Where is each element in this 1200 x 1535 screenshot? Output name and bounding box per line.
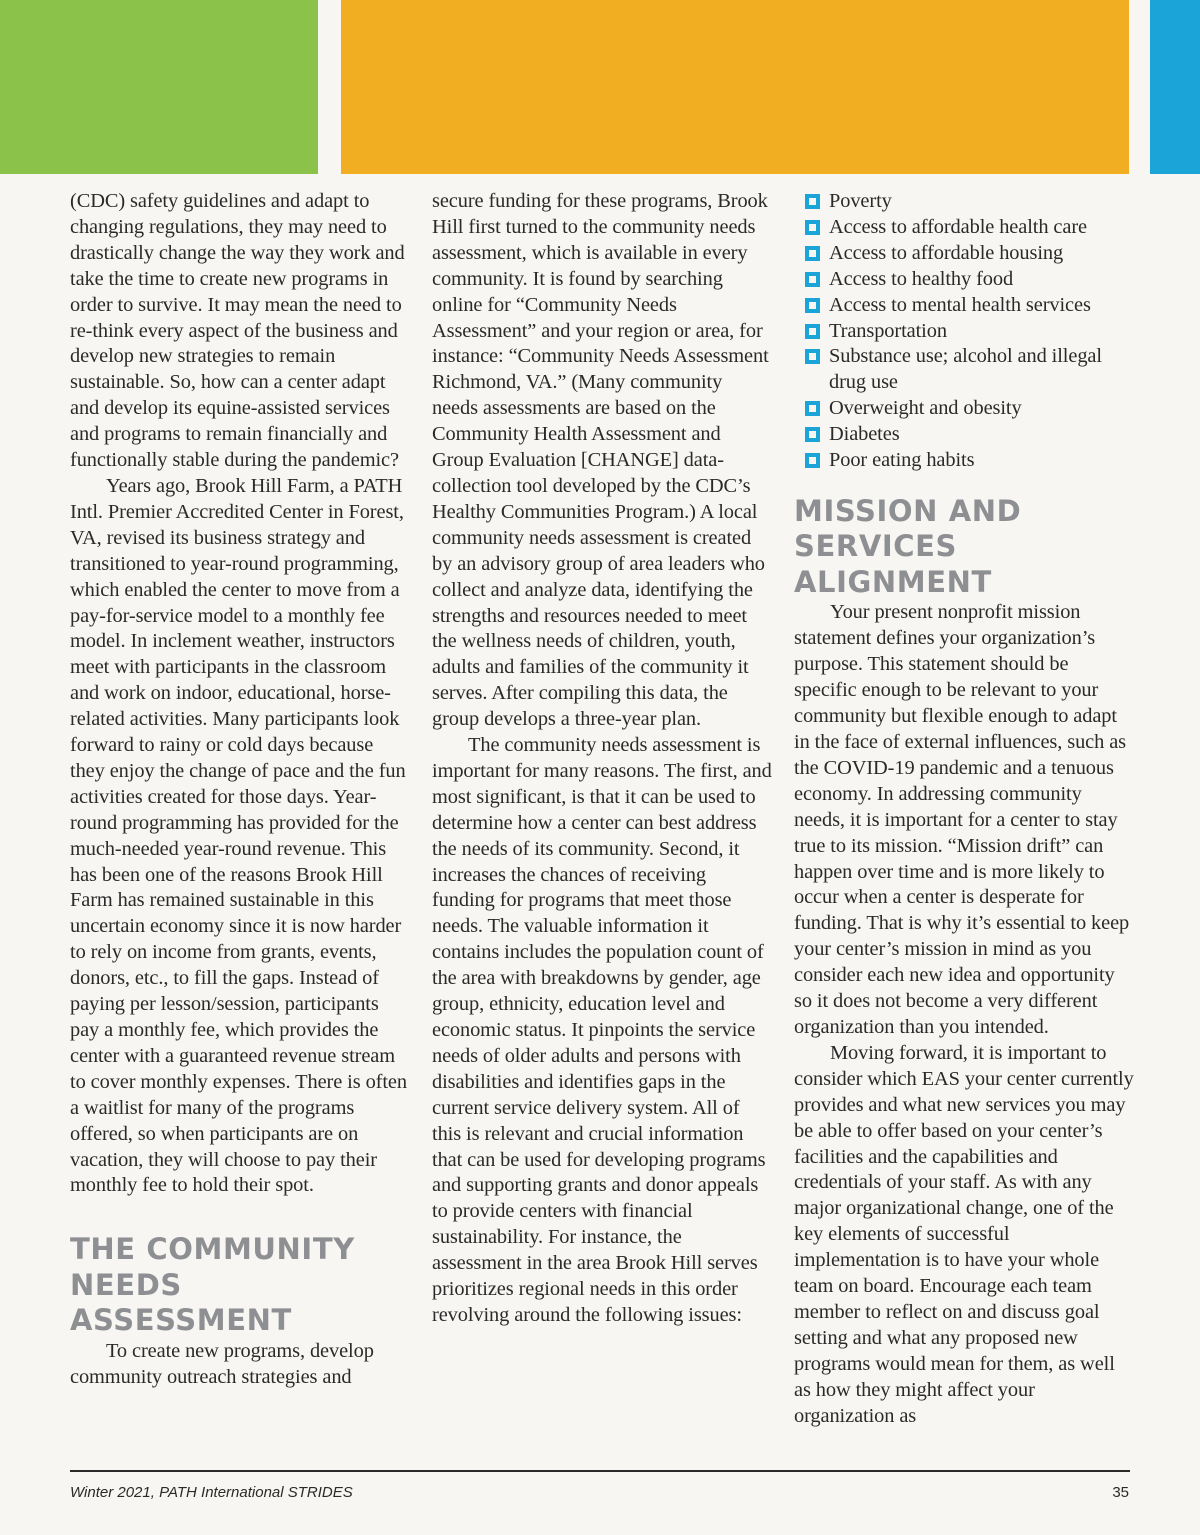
header-band-blue: [1150, 0, 1200, 174]
list-item-text: Access to affordable housing: [829, 241, 1064, 264]
list-item: [794, 344, 1134, 396]
list-item: [794, 396, 1134, 422]
list-item: [794, 215, 1134, 241]
square-bullet-icon: [805, 220, 820, 235]
article-column-2: [432, 189, 772, 1329]
square-bullet-icon: [805, 246, 820, 261]
article-column-3: [794, 189, 1134, 1429]
paragraph: Your present nonprofit mission statement defines your organization’s purpose. This statement should be specific enough to be relevant to your community but flexible enough to adapt in the face of external influences, such as the COVID-19 pandemic and a tenuous economy. In addressing community needs, it is important for a center to stay true to its mission. “Mission drift” can happen over time and is more likely to occur when a center is desperate for funding. That is why it’s essential to keep your center’s mission in mind as you consider each new idea and opportunity so it does not become a very different organization than you intended.: [794, 601, 1130, 1038]
paragraph: The community needs assessment is important for many reasons. The first, and most significant, is that it can be used to determine how a center can best address the needs of its community. Second, it increases the chances of receiving funding for programs that meet those needs. The valuable information it contains includes the population count of the area with breakdowns by gender, age group, ethnicity, education level and economic status. It pinpoints the service needs of older adults and persons with disabilities and identifies gaps in the current service delivery system. All of this is relevant and crucial information that can be used for developing programs and supporting grants and donor appeals to provide centers with financial sustainability. For instance, the assessment in the area Brook Hill serves prioritizes regional needs in this order revolving around the following issues:: [432, 734, 772, 1326]
page-number: 35: [1112, 1484, 1129, 1501]
list-item-text: Transportation: [829, 319, 947, 342]
list-item-text: Access to healthy food: [829, 267, 1014, 290]
paragraph: Years ago, Brook Hill Farm, a PATH Intl. Premier Accredited Center in Forest, VA, revised its business strategy and transitioned to year-round programming, which enabled the center to move from a pay-for-service model to a monthly fee model. In inclement weather, instructors meet with participants in the classroom and work on indoor, educational, horse-related activities. Many participants look forward to rainy or cold days because they enjoy the change of pace and the fun activities created for those days. Year-round programming has provided for the much-needed year-round revenue. This has been one of the reasons Brook Hill Farm has remained sustainable in this uncertain economy since it is now harder to rely on income from grants, events, donors, etc., to fill the gaps. Instead of paying per lesson/session, participants pay a monthly fee, which provides the center with a guaranteed revenue stream to cover monthly expenses. There is often a waitlist for many of the programs offered, so when participants are on vacation, they will choose to pay their monthly fee to hold their spot.: [70, 474, 407, 1197]
list-item: [794, 319, 1134, 345]
article-column-1: [70, 189, 410, 1391]
issues-list: [794, 189, 1134, 474]
header-band-green: [0, 0, 318, 174]
square-bullet-icon: [805, 324, 820, 339]
list-item: [794, 293, 1134, 319]
section-heading-mission-alignment: MISSION AND SERVICES ALIGNMENT: [794, 493, 1022, 599]
list-item-text: Access to affordable health care: [829, 215, 1087, 238]
list-item-text: Poverty: [829, 190, 892, 212]
square-bullet-icon: [805, 272, 820, 287]
list-item-text: Diabetes: [829, 423, 900, 446]
list-item-text: Substance use; alcohol and illegal drug use: [829, 345, 1102, 394]
list-item: [794, 267, 1134, 293]
list-item: [794, 422, 1134, 448]
square-bullet-icon: [805, 401, 820, 416]
paragraph: (CDC) safety guidelines and adapt to changing regulations, they may need to drastically change the way they work and take the time to create new programs in order to survive. It may mean the need to re-think every aspect of the business and develop new strategies to remain sustainable. So, how can a center adapt and develop its equine-assisted services and programs to remain financially and functionally stable during the pandemic?: [70, 190, 405, 472]
list-item-text: Access to mental health services: [829, 293, 1091, 316]
list-item-text: Overweight and obesity: [829, 397, 1022, 420]
section-heading-community-needs: THE COMMUNITY NEEDS ASSESSMENT: [70, 1232, 355, 1338]
square-bullet-icon: [805, 427, 820, 442]
square-bullet-icon: [805, 453, 820, 468]
list-item: [794, 241, 1134, 267]
header-band-orange: [341, 0, 1129, 174]
paragraph: secure funding for these programs, Brook Hill first turned to the community needs assessment, which is available in every community. It is found by searching online for “Community Needs Assessment” and your region or area, for instance: “Community Needs Assessment Richmond, VA.” (Many community needs assessments are based on the Community Health Assessment and Group Evaluation [CHANGE] data-collection tool developed by the CDC’s Healthy Communities Program.) A local community needs assessment is created by an advisory group of area leaders who collect and analyze data, identifying the strengths and resources needed to meet the wellness needs of children, youth, adults and families of the community it serves. After compiling this data, the group develops a three-year plan.: [432, 190, 769, 731]
square-bullet-icon: [805, 298, 820, 313]
square-bullet-icon: [805, 194, 820, 209]
paragraph: To create new programs, develop community outreach strategies and: [70, 1339, 374, 1388]
list-item: [794, 189, 1134, 215]
footer-publication: Winter 2021, PATH International STRIDES: [70, 1484, 353, 1501]
list-item: [794, 448, 1134, 474]
paragraph: Moving forward, it is important to consider which EAS your center currently provides and what new services you may be able to offer based on your center’s facilities and the capabilities and credentials of your staff. As with any major organizational change, one of the key elements of successful implementation is to have your whole team on board. Encourage each team member to reflect on and discuss goal setting and what any proposed new programs would mean for them, as well as how they might affect your organization as: [794, 1041, 1134, 1427]
square-bullet-icon: [805, 349, 820, 364]
list-item-text: Poor eating habits: [829, 449, 975, 472]
footer-divider: [70, 1470, 1130, 1472]
